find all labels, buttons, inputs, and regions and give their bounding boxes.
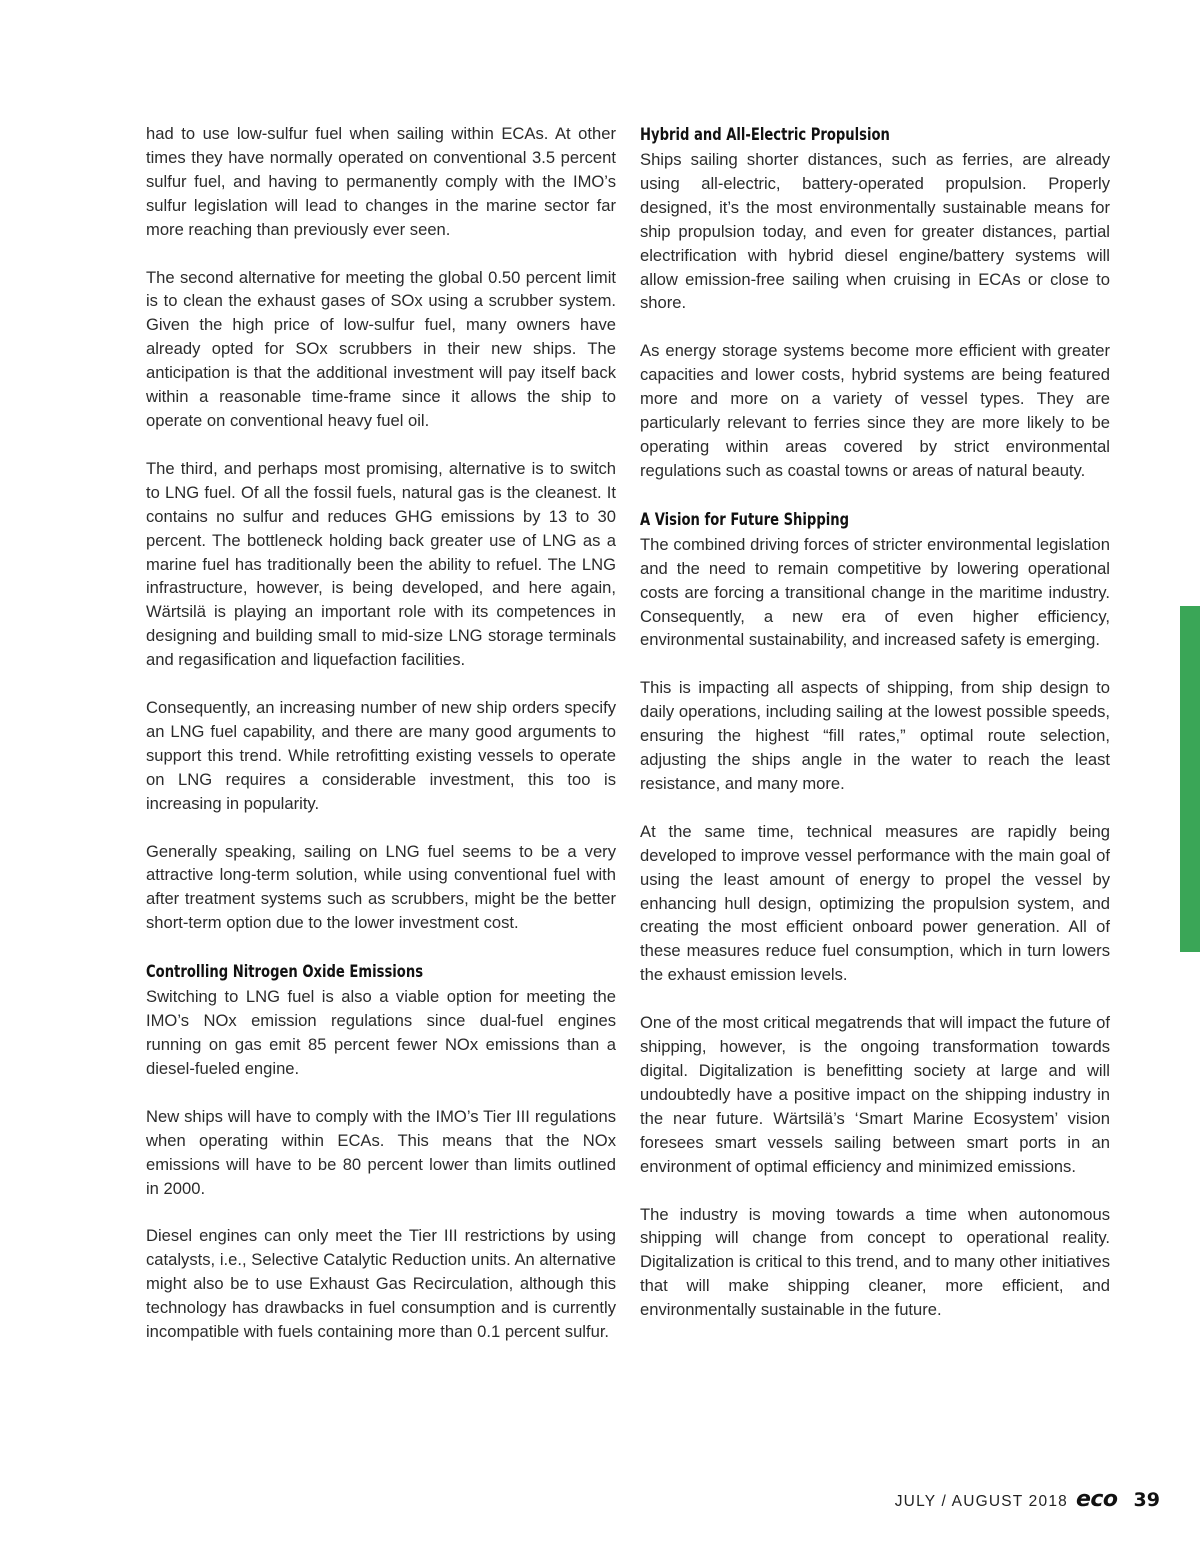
body-paragraph: New ships will have to comply with the IMO’s Tier III regulations when operating within ECAs. This means that the NOx emissions will have to be 80 percent lower than limits outlined in 2000. — [146, 1106, 616, 1198]
body-paragraph: The combined driving forces of stricter environmental legislation and the need to remain competitive by lowering operational costs are forcing a transitional change in the maritime industry. Consequently, a new era of even higher efficiency, environmental sustainability, and increased safety is emerging. — [640, 534, 1110, 650]
body-paragraph: At the same time, technical measures are rapidly being developed to improve vessel performance with the main goal of using the least amount of energy to propel the vessel by enhancing hull design, optimizing the propulsion system, and creating the most efficient onboard power generation. All of these measures reduce fuel consumption, which in turn lowers the exhaust emission levels. — [640, 821, 1110, 985]
body-paragraph: Generally speaking, sailing on LNG fuel seems to be a very attractive long-term solution, while using conventional fuel with after treatment systems such as scrubbers, might be the better short-term option due to the lower investment cost. — [146, 841, 616, 933]
body-paragraph: Ships sailing shorter distances, such as ferries, are already using all-electric, battery-operated propulsion. Properly designed, it’s the most environmentally sustainable means for ship propulsion today, and even for greater distances, partial electrification with hybrid diesel engine/battery systems will allow emission-free sailing when cruising in ECAs or close to shore. — [640, 150, 1110, 313]
body-paragraph: The third, and perhaps most promising, alternative is to switch to LNG fuel. Of all the fossil fuels, natural gas is the cleanest. It contains no sulfur and reduces GHG emissions by 13 to 30 percent. The bottleneck holding back greater use of LNG as a marine fuel has traditionally been the ability to refuel. The LNG infrastructure, however, is being developed, and here again, Wärtsilä is playing an important role with its competences in designing and building small to mid-size LNG storage terminals and regasification and liquefaction facilities. — [146, 458, 616, 670]
page-number: 39 — [1133, 1489, 1160, 1511]
left-column — [146, 122, 616, 1368]
magazine-logo: eco — [1075, 1487, 1118, 1512]
body-paragraph: Consequently, an increasing number of new ship orders specify an LNG fuel capability, and there are many good arguments to support this trend. While retrofitting existing vessels to operate on LNG requires a considerable investment, this too is increasing in popularity. — [146, 698, 616, 813]
page-footer — [895, 1487, 1160, 1512]
body-paragraph: Switching to LNG fuel is also a viable option for meeting the IMO’s NOx emission regulations since dual-fuel engines running on gas emit 85 percent fewer NOx emissions than a diesel-fueled engine. — [146, 987, 616, 1078]
body-paragraph: The industry is moving towards a time when autonomous shipping will change from concept to operational reality. Digitalization is critical to this trend, and to many other initiatives that will make shipping cleaner, more efficient, and environmentally sustainable in the future. — [640, 1204, 1110, 1320]
section-heading-nitrogen-oxide: Controlling Nitrogen Oxide Emissions — [146, 962, 424, 983]
body-paragraph: This is impacting all aspects of shipping, from ship design to daily operations, including sailing at the lowest possible speeds, ensuring the highest “fill rates,” optimal route selection, adjusting the ships angle in the water to reach the least resistance, and many more. — [640, 678, 1110, 793]
body-paragraph: One of the most critical megatrends that will impact the future of shipping, however, is the ongoing transformation towards digital. Digitalization is benefitting society at large and will undoubtedly have a positive impact on the shipping industry in the near future. Wärtsilä’s ‘Smart Marine Ecosystem’ vision foresees smart vessels sailing between smart ports in an environment of optimal efficiency and minimized emissions. — [640, 1013, 1110, 1176]
section-color-tab — [1180, 606, 1200, 952]
body-paragraph: Diesel engines can only meet the Tier III restrictions by using catalysts, i.e., Selective Catalytic Reduction units. An alternative might also be to use Exhaust Gas Recirculation, although this technology has drawbacks in fuel consumption and is currently incompatible with fuels containing more than 0.1 percent sulfur. — [146, 1226, 616, 1342]
right-column — [640, 122, 1110, 1346]
body-paragraph: As energy storage systems become more efficient with greater capacities and lower costs, hybrid systems are being featured more and more on a variety of vessel types. They are particularly relevant to ferries since they are more likely to be operating within areas covered by strict environmental regulations such as coastal towns or areas of natural beauty. — [640, 341, 1110, 480]
body-paragraph: The second alternative for meeting the global 0.50 percent limit is to clean the exhaust gases of SOx using a scrubber system. Given the high price of low-sulfur fuel, many owners have already opted for SOx scrubbers in their new ships. The anticipation is that the additional investment will pay itself back within a reasonable time-frame since it allows the ship to operate on conventional heavy fuel oil. — [146, 267, 616, 430]
section-heading-future-shipping: A Vision for Future Shipping — [640, 509, 850, 530]
body-paragraph: had to use low-sulfur fuel when sailing within ECAs. At other times they have normally operated on conventional 3.5 percent sulfur fuel, and having to permanently comply with the IMO’s sulfur legislation will lead to changes in the marine sector far more reaching than previously ever seen. — [146, 124, 616, 239]
issue-date: JULY / AUGUST 2018 — [894, 1493, 1068, 1510]
section-heading-hybrid-propulsion: Hybrid and All-Electric Propulsion — [640, 125, 890, 145]
